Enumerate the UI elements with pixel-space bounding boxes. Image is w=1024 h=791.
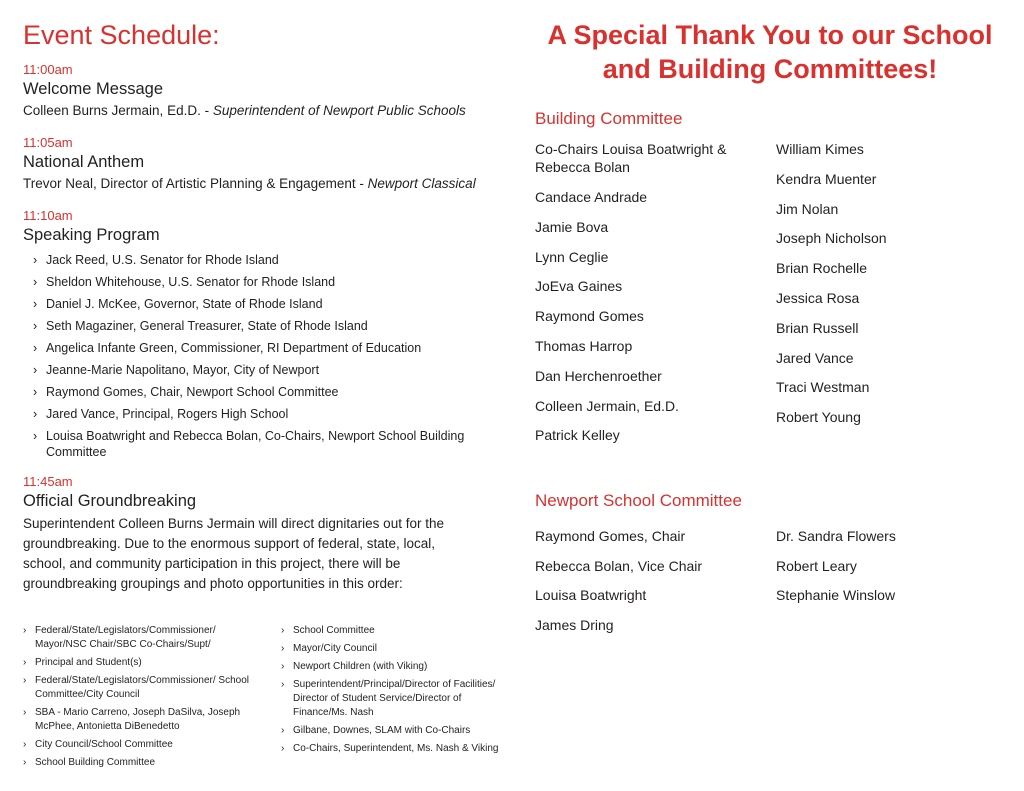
member-name: Rebecca Bolan, Vice Chair <box>535 557 703 574</box>
member-name: Colleen Jermain, Ed.D. <box>535 397 679 414</box>
member-name: Co-Chairs Louisa Boatwright & Rebecca Bolan <box>535 141 727 175</box>
speaker-item: › Jeanne-Marie Napolitano, Mayor, City of Newport <box>33 362 493 378</box>
grouping-item: › Principal and Student(s) <box>23 656 251 670</box>
member-name: Raymond Gomes, Chair <box>535 528 686 544</box>
thanks-heading: A Special Thank You to our School and Building Committees! <box>547 20 993 84</box>
event-time: 11:05am <box>23 135 73 150</box>
member-name: Jim Nolan <box>776 200 839 217</box>
speaker-item: › Jared Vance, Principal, Rogers High School <box>33 406 493 422</box>
event-title: National Anthem <box>23 153 145 171</box>
grouping-item: › Co-Chairs, Superintendent, Ms. Nash & Viking <box>281 742 509 756</box>
groupings-column-left <box>23 624 251 774</box>
event-speaker: Trevor Neal, Director of Artistic Planning & Engagement - <box>23 176 368 191</box>
speaker-item: › Angelica Infante Green, Commissioner, RI Department of Education <box>33 340 493 356</box>
member-name: Jessica Rosa <box>776 289 860 306</box>
event-time: 11:45am <box>23 474 73 489</box>
grouping-item: › Mayor/City Council <box>281 642 509 656</box>
speaker-item: › Seth Magaziner, General Treasurer, State of Rhode Island <box>33 318 493 334</box>
groundbreaking-description: Superintendent Colleen Burns Jermain will direct dignitaries out for the groundbreaking. Due to the enormous support of federal, state, local, school, and community participation in this project, there will be groundbreaking groupings and photo opportunities in this order: <box>23 516 444 591</box>
speaker-list <box>23 252 493 460</box>
event-title: Speaking Program <box>23 226 160 244</box>
school-committee-col1 <box>535 527 755 646</box>
member-name: JoEva Gaines <box>535 278 623 295</box>
member-name: Joseph Nicholson <box>776 230 887 247</box>
member-name: Thomas Harrop <box>535 337 633 354</box>
event-time: 11:10am <box>23 208 73 223</box>
member-name: Brian Rochelle <box>776 260 868 277</box>
event-speaker-role: Superintendent of Newport Public Schools <box>212 103 466 118</box>
member-name: William Kimes <box>776 141 864 157</box>
grouping-item: › Federal/State/Legislators/Commissioner/ Mayor/NSC Chair/SBC Co-Chairs/Supt/ <box>23 624 251 652</box>
building-committee-col2 <box>776 140 996 438</box>
grouping-item: › SBA - Mario Carreno, Joseph DaSilva, Joseph McPhee, Antonietta DiBenedetto <box>23 706 251 734</box>
building-committee-title: Building Committee <box>535 109 683 128</box>
schedule-heading: Event Schedule: <box>23 20 220 50</box>
event-speaker: Colleen Burns Jermain, Ed.D. - <box>23 103 213 118</box>
member-name: James Dring <box>535 617 614 634</box>
event-groundbreaking <box>23 474 493 594</box>
member-name: Dr. Sandra Flowers <box>776 528 896 544</box>
speaker-item: › Sheldon Whitehouse, U.S. Senator for Rhode Island <box>33 274 493 290</box>
member-name: Stephanie Winslow <box>776 587 896 604</box>
event-title: Official Groundbreaking <box>23 492 197 510</box>
speaker-item: › Daniel J. McKee, Governor, State of Rhode Island <box>33 296 493 312</box>
member-name: Jared Vance <box>776 349 854 366</box>
grouping-item: › Superintendent/Principal/Director of Facilities/ Director of Student Service/Director of Finance/Ms. Nash <box>281 678 509 720</box>
member-name: Jamie Bova <box>535 218 609 235</box>
grouping-item: › School Building Committee <box>23 756 251 770</box>
member-name: Robert Leary <box>776 557 857 574</box>
speaker-item: › Louisa Boatwright and Rebecca Bolan, Co-Chairs, Newport School Building Committee <box>33 428 493 460</box>
event-speaking-program <box>23 208 493 460</box>
member-name: Dan Herchenroether <box>535 367 662 384</box>
grouping-item: › Newport Children (with Viking) <box>281 660 509 674</box>
event-schedule <box>23 18 493 594</box>
member-name: Lynn Ceglie <box>535 248 609 265</box>
member-name: Robert Young <box>776 409 861 426</box>
member-name: Traci Westman <box>776 379 870 396</box>
member-name: Raymond Gomes <box>535 308 644 325</box>
event-description <box>23 175 493 193</box>
event-description <box>23 102 493 120</box>
school-committee-title: Newport School Committee <box>535 491 742 510</box>
grouping-item: › Gilbane, Downes, SLAM with Co-Chairs <box>281 724 509 738</box>
thank-you-section <box>535 18 1005 778</box>
event-title: Welcome Message <box>23 80 164 98</box>
event-welcome <box>23 62 493 120</box>
member-name: Candace Andrade <box>535 189 648 205</box>
member-name: Patrick Kelley <box>535 427 620 444</box>
building-committee-col1 <box>535 140 745 456</box>
speaker-item: › Jack Reed, U.S. Senator for Rhode Island <box>33 252 493 268</box>
grouping-item: › City Council/School Committee <box>23 738 251 752</box>
speaker-item: › Raymond Gomes, Chair, Newport School Committee <box>33 384 493 400</box>
member-name: Brian Russell <box>776 319 859 336</box>
school-committee-col2 <box>776 527 996 616</box>
member-name: Kendra Muenter <box>776 170 877 187</box>
event-speaker-role: Newport Classical <box>367 176 476 191</box>
groupings-column-right <box>281 624 509 760</box>
grouping-item: › School Committee <box>281 624 509 638</box>
grouping-item: › Federal/State/Legislators/Commissioner/ School Committee/City Council <box>23 674 251 702</box>
event-anthem <box>23 135 493 193</box>
event-time: 11:00am <box>23 62 73 77</box>
member-name: Louisa Boatwright <box>535 587 647 604</box>
